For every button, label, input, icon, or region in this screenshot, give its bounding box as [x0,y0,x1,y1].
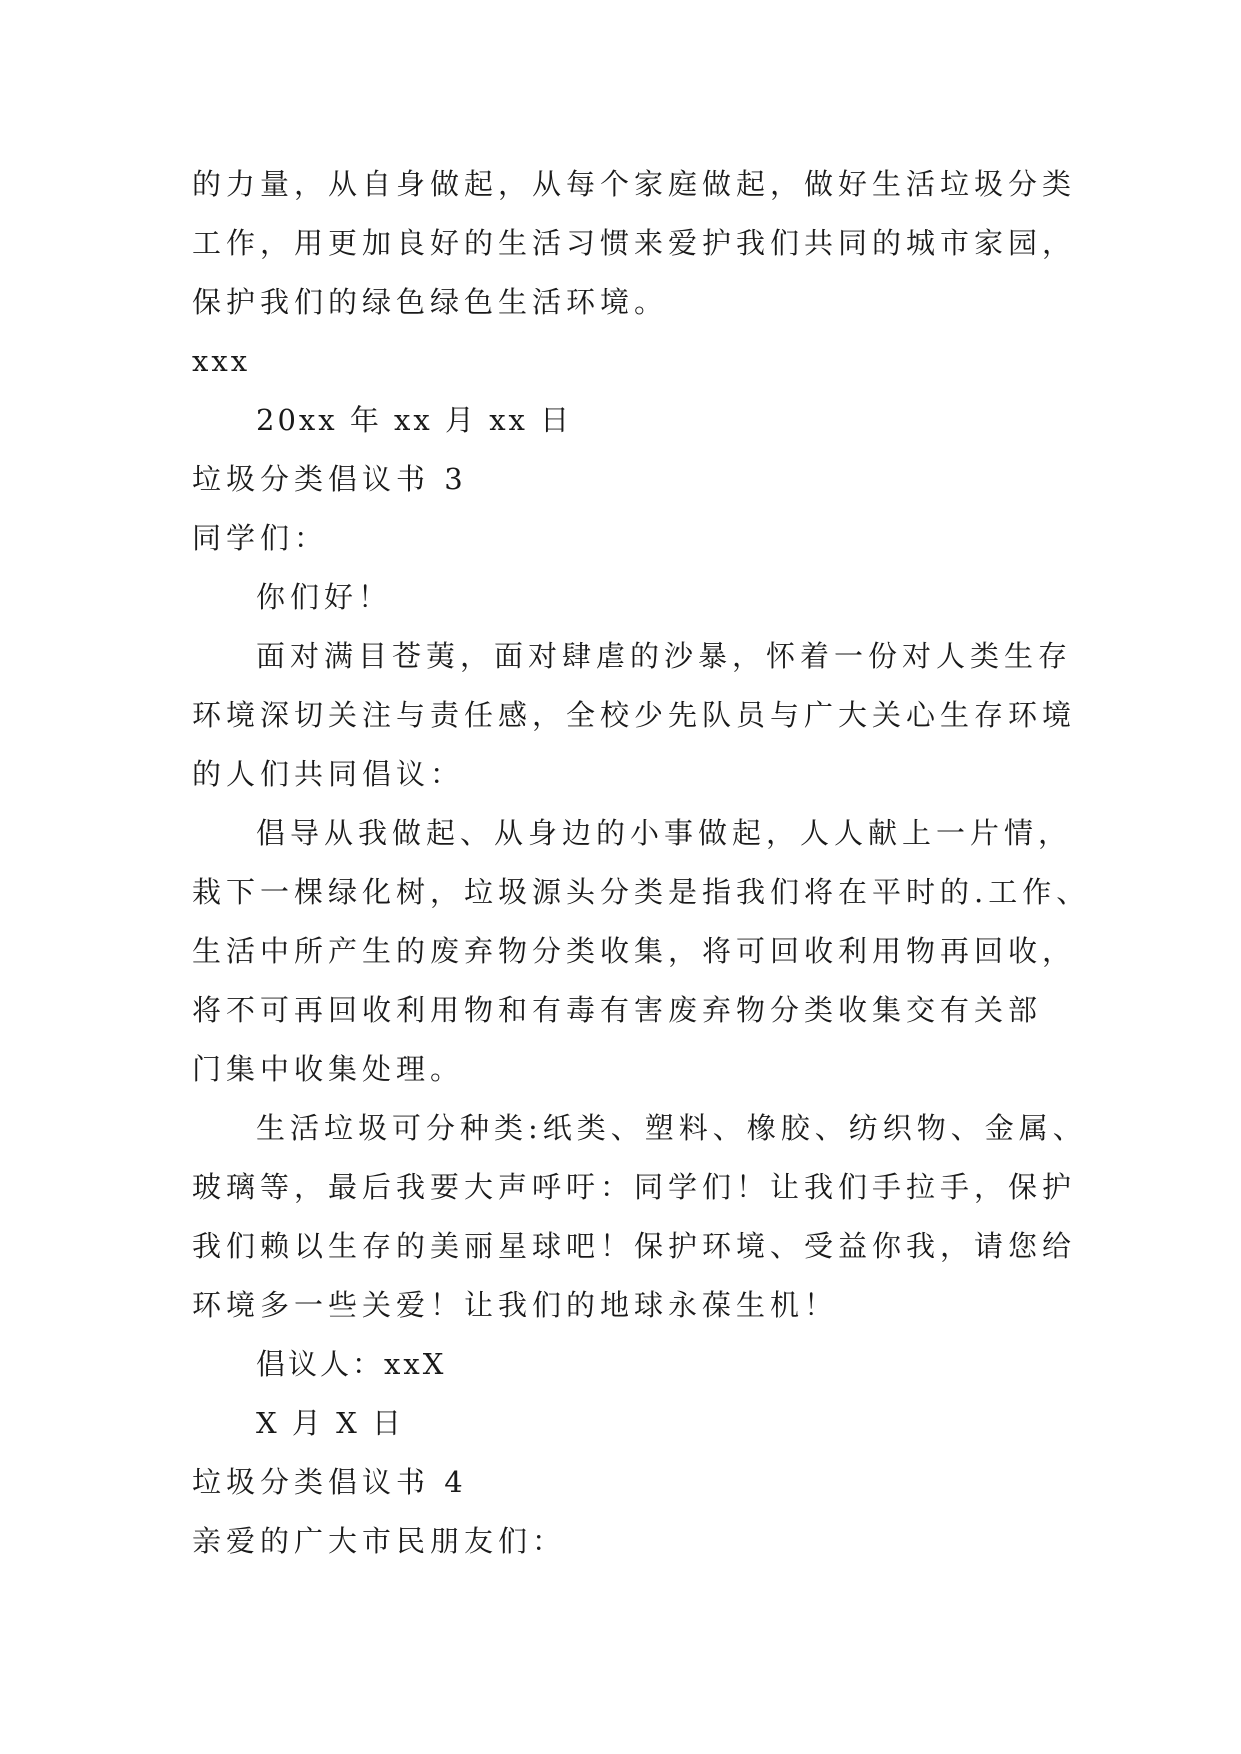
paragraph-line: 玻璃等，最后我要大声呼吁：同学们！让我们手拉手，保护 [192,1170,1077,1204]
proposer-line: 倡议人：xxX [256,1347,447,1381]
paragraph-line: 栽下一棵绿化树，垃圾源头分类是指我们将在平时的.工作、 [192,875,1091,909]
date-line: X 月 X 日 [256,1406,404,1440]
paragraph-line: 环境深切关注与责任感，全校少先队员与广大关心生存环境 [192,698,1077,732]
date-line: 20xx 年 xx 月 xx 日 [256,403,573,437]
section-title: 垃圾分类倡议书 4 [192,1465,468,1499]
paragraph-line: 我们赖以生存的美丽星球吧！保护环境、受益你我，请您给 [192,1229,1077,1263]
greeting: 你们好！ [256,580,393,614]
paragraph-line: 保护我们的绿色绿色生活环境。 [192,285,669,319]
paragraph-line: 的力量，从自身做起，从每个家庭做起，做好生活垃圾分类 [192,167,1077,201]
paragraph-line: 生活中所产生的废弃物分类收集，将可回收利用物再回收， [192,934,1077,968]
paragraph-line: 工作，用更加良好的生活习惯来爱护我们共同的城市家园， [192,226,1077,260]
paragraph-line: 的人们共同倡议： [192,757,465,791]
paragraph-line: 将不可再回收利用物和有毒有害废弃物分类收集交有关部 [192,993,1043,1027]
paragraph-line: 生活垃圾可分种类:纸类、塑料、橡胶、纺织物、金属、 [256,1111,1087,1145]
paragraph-line: 面对满目苍荑，面对肆虐的沙暴，怀着一份对人类生存 [256,639,1073,673]
document-body [192,155,1091,1571]
section-title: 垃圾分类倡议书 3 [192,462,468,496]
salutation: 同学们： [192,521,329,555]
salutation: 亲爱的广大市民朋友们： [192,1524,567,1558]
signature-line: xxx [192,344,251,378]
paragraph-line: 门集中收集处理。 [192,1052,465,1086]
paragraph-line: 倡导从我做起、从身边的小事做起，人人献上一片情， [256,816,1073,850]
paragraph-line: 环境多一些关爱！让我们的地球永葆生机！ [192,1288,839,1322]
